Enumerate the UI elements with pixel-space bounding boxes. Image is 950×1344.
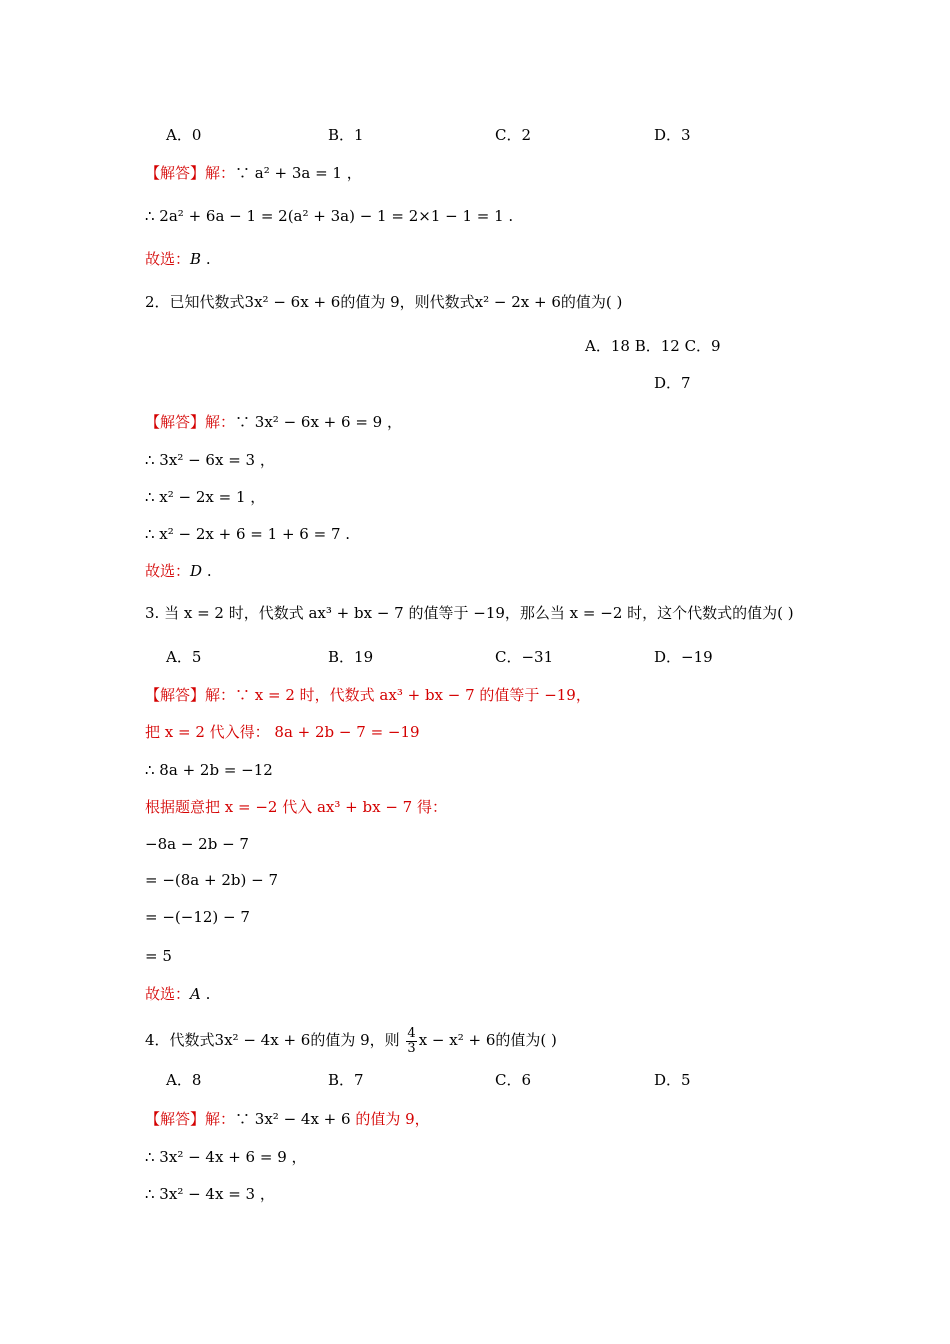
q1-answer-line — [145, 163, 362, 183]
q2-answer-line — [145, 412, 402, 432]
q4-option-a: A．8 — [166, 1071, 202, 1089]
q3-option-b: B．19 — [328, 648, 374, 666]
q4-stem — [145, 1025, 557, 1056]
q3-stem: 3. 当 x = 2 时，代数式 ax³ + bx − 7 的值等于 −19，那么当 x = −2 时，这个代数式的值为( ) — [145, 604, 794, 622]
q4-stem-expr1: 3x² − 4x + 6 — [214, 1031, 311, 1049]
q2-options-abc: A．18 B．12 C．9 — [585, 337, 721, 355]
q1-option-c: C．2 — [495, 126, 532, 144]
choose-end: . — [205, 985, 211, 1003]
q2-stem-expr1: 3x² − 6x + 6 — [244, 293, 341, 311]
q4-answer-line — [145, 1109, 430, 1129]
q3-solution-step-2: 把 x = 2 代入得： 8a + 2b − 7 = −19 — [145, 723, 420, 741]
q3-solution-step-7: = −(−12) − 7 — [145, 908, 250, 926]
q1-option-b: B．1 — [328, 126, 364, 144]
q2-stem-mid: 的值为 9，则代数式 — [340, 293, 475, 311]
q2-stem — [145, 292, 622, 312]
q2-solution-step-2: ∴ 3x² − 6x = 3 ， — [145, 451, 275, 469]
q2-solution-step-3: ∴ x² − 2x = 1 ， — [145, 488, 266, 506]
answer-label: 【解答】解： — [145, 164, 236, 182]
answer-label: 【解答】解： — [145, 1110, 236, 1128]
choose-end: . — [206, 562, 212, 580]
choose-label: 故选： — [145, 250, 191, 268]
q3-solution-step-5: −8a − 2b − 7 — [145, 835, 249, 853]
q3-choose-line — [145, 984, 210, 1004]
choose-value: D — [190, 562, 203, 580]
choose-label: 故选： — [145, 985, 191, 1003]
q2-solution-step-4: ∴ x² − 2x + 6 = 1 + 6 = 7 . — [145, 525, 351, 543]
q2-option-d: D．7 — [654, 374, 691, 392]
q1-solution-step-2: ∴ 2a² + 6a − 1 = 2(a² + 3a) − 1 = 2×1 − 1 = 1 . — [145, 207, 514, 225]
choose-label: 故选： — [145, 562, 191, 580]
q3-solution-step-4: 根据题意把 x = −2 代入 ax³ + bx − 7 得： — [145, 798, 447, 816]
q4-option-c: C．6 — [495, 1071, 532, 1089]
fraction-numerator: 4 — [407, 1025, 416, 1041]
choose-end: . — [205, 250, 211, 268]
q4-fraction — [406, 1027, 416, 1056]
q4-option-d: D．5 — [654, 1071, 691, 1089]
q3-solution-step-3: ∴ 8a + 2b = −12 — [145, 761, 273, 779]
q3-option-d: D．−19 — [654, 648, 713, 666]
fraction-denominator: 3 — [407, 1040, 416, 1056]
q4-stem-expr2: x − x² + 6 — [418, 1031, 496, 1049]
q2-solution-step-1: ∵ 3x² − 6x + 6 = 9 ， — [235, 413, 402, 431]
q4-solution-step-1-text: 的值为 9， — [355, 1110, 430, 1128]
q1-option-d: D．3 — [654, 126, 691, 144]
q4-stem-prefix: 4．代数式 — [145, 1031, 215, 1049]
q3-solution-step-1: ∵ x = 2 时，代数式 ax³ + bx − 7 的值等于 −19， — [235, 686, 591, 704]
q3-option-c: C．−31 — [495, 648, 554, 666]
q4-stem-suffix: 的值为( ) — [495, 1031, 557, 1049]
q1-option-a: A．0 — [166, 126, 202, 144]
q4-option-b: B．7 — [328, 1071, 364, 1089]
q2-stem-prefix: 2．已知代数式 — [145, 293, 245, 311]
q3-solution-step-6: = −(8a + 2b) − 7 — [145, 871, 278, 889]
q2-stem-expr2: x² − 2x + 6 — [474, 293, 561, 311]
q4-stem-mid: 的值为 9，则 — [310, 1031, 400, 1049]
q3-solution-step-8: = 5 — [145, 947, 172, 965]
q2-choose-line — [145, 561, 212, 581]
q1-solution-step-1: ∵ a² + 3a = 1 ， — [235, 164, 362, 182]
answer-label: 【解答】解： — [145, 413, 236, 431]
q3-answer-line — [145, 685, 591, 705]
q4-solution-step-2: ∴ 3x² − 4x + 6 = 9 ， — [145, 1148, 307, 1166]
q4-solution-step-1-math: ∵ 3x² − 4x + 6 — [235, 1110, 351, 1128]
q3-option-a: A．5 — [166, 648, 202, 666]
answer-label: 【解答】解： — [145, 686, 236, 704]
choose-value: B — [190, 250, 202, 268]
q2-stem-suffix: 的值为( ) — [560, 293, 623, 311]
q4-solution-step-3: ∴ 3x² − 4x = 3 ， — [145, 1185, 275, 1203]
q1-choose-line — [145, 249, 211, 269]
choose-value: A — [190, 985, 201, 1003]
